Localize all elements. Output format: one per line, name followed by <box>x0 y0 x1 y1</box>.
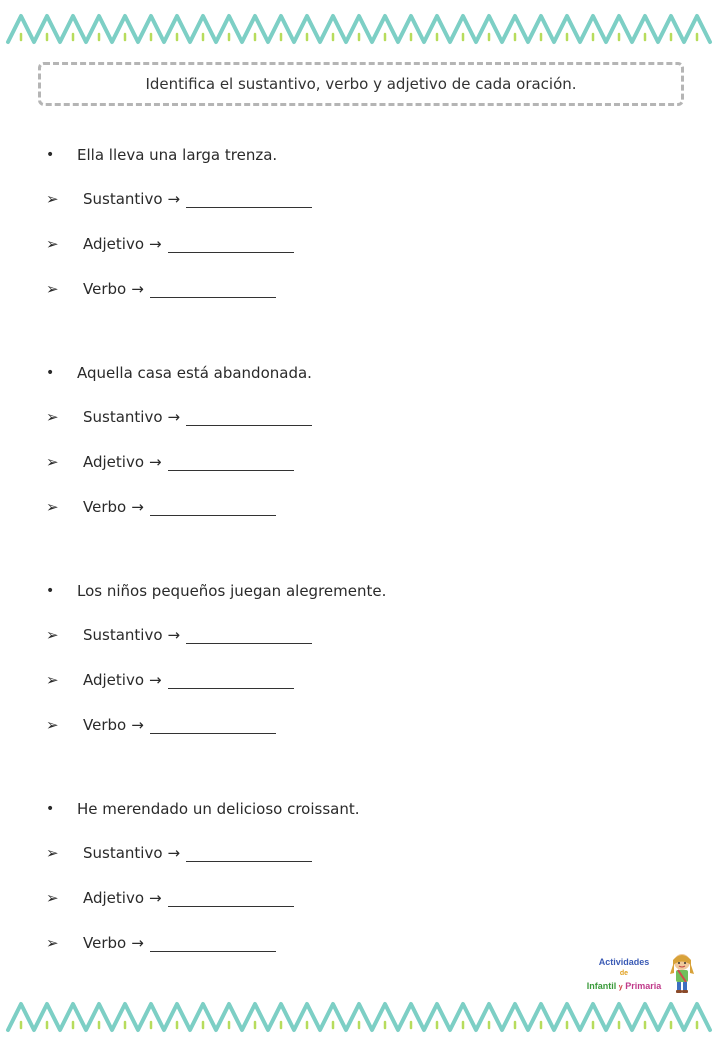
bullet-icon: • <box>46 583 55 599</box>
arrowhead-bullet-icon: ➢ <box>46 844 59 862</box>
answer-row-verbo <box>46 277 276 301</box>
answer-row-sustantivo <box>46 841 312 865</box>
answer-row-sustantivo <box>46 405 312 429</box>
answer-blank-line[interactable] <box>186 627 312 644</box>
answer-label: Verbo <box>83 716 127 734</box>
answer-blank-line[interactable] <box>168 672 294 689</box>
arrowhead-bullet-icon: ➢ <box>46 190 59 208</box>
answer-label: Sustantivo <box>83 844 163 862</box>
publisher-logo <box>574 952 696 996</box>
arrowhead-bullet-icon: ➢ <box>46 498 59 516</box>
right-arrow-icon: → <box>131 716 144 734</box>
right-arrow-icon: → <box>131 280 144 298</box>
right-arrow-icon: → <box>131 498 144 516</box>
decorative-zigzag-border-top <box>0 8 720 58</box>
answer-label: Sustantivo <box>83 408 163 426</box>
right-arrow-icon: → <box>131 934 144 952</box>
answer-blank-line[interactable] <box>150 935 276 952</box>
bullet-icon: • <box>46 147 55 163</box>
sentence-text: He merendado un delicioso croissant. <box>77 800 360 818</box>
logo-word-primaria: Primaria <box>625 981 662 991</box>
answer-blank-line[interactable] <box>168 236 294 253</box>
arrowhead-bullet-icon: ➢ <box>46 671 59 689</box>
answer-row-sustantivo <box>46 187 312 211</box>
right-arrow-icon: → <box>149 235 162 253</box>
instruction-text: Identifica el sustantivo, verbo y adjetivo de cada oración. <box>145 75 577 93</box>
answer-row-verbo <box>46 495 276 519</box>
logo-word-y: y <box>618 984 623 991</box>
answer-row-adjetivo <box>46 668 294 692</box>
right-arrow-icon: → <box>149 889 162 907</box>
sentence-text: Ella lleva una larga trenza. <box>77 146 278 164</box>
answer-blank-line[interactable] <box>150 717 276 734</box>
sentence-text: Aquella casa está abandonada. <box>77 364 312 382</box>
answer-row-adjetivo <box>46 886 294 910</box>
answer-label: Adjetivo <box>83 235 145 253</box>
answer-blank-line[interactable] <box>150 281 276 298</box>
arrowhead-bullet-icon: ➢ <box>46 716 59 734</box>
right-arrow-icon: → <box>149 671 162 689</box>
answer-blank-line[interactable] <box>168 890 294 907</box>
answer-label: Adjetivo <box>83 671 145 689</box>
right-arrow-icon: → <box>167 190 181 208</box>
arrowhead-bullet-icon: ➢ <box>46 280 59 298</box>
answer-blank-line[interactable] <box>150 499 276 516</box>
answer-label: Sustantivo <box>83 190 163 208</box>
answer-row-adjetivo <box>46 232 294 256</box>
right-arrow-icon: → <box>149 453 162 471</box>
arrowhead-bullet-icon: ➢ <box>46 453 59 471</box>
answer-label: Sustantivo <box>83 626 163 644</box>
bullet-icon: • <box>46 365 55 381</box>
answer-blank-line[interactable] <box>186 191 312 208</box>
arrowhead-bullet-icon: ➢ <box>46 934 59 952</box>
sentence-item <box>46 361 312 385</box>
logo-line-actividades: Actividades <box>598 957 650 967</box>
answer-label: Verbo <box>83 498 127 516</box>
logo-text <box>574 956 674 994</box>
decorative-zigzag-border-bottom <box>0 996 720 1046</box>
right-arrow-icon: → <box>167 844 181 862</box>
answer-label: Adjetivo <box>83 453 145 471</box>
arrowhead-bullet-icon: ➢ <box>46 626 59 644</box>
bullet-icon: • <box>46 801 55 817</box>
logo-line-de: de <box>619 970 629 977</box>
girl-mascot-icon <box>668 952 696 994</box>
answer-label: Verbo <box>83 934 127 952</box>
right-arrow-icon: → <box>167 408 181 426</box>
answer-label: Verbo <box>83 280 127 298</box>
answer-blank-line[interactable] <box>186 845 312 862</box>
sentence-text: Los niños pequeños juegan alegremente. <box>77 582 387 600</box>
instruction-box <box>38 62 684 106</box>
arrowhead-bullet-icon: ➢ <box>46 408 59 426</box>
logo-line-infantil-primaria <box>574 980 674 994</box>
answer-label: Adjetivo <box>83 889 145 907</box>
answer-row-adjetivo <box>46 450 294 474</box>
sentence-item <box>46 143 277 167</box>
answer-blank-line[interactable] <box>168 454 294 471</box>
right-arrow-icon: → <box>167 626 181 644</box>
sentence-item <box>46 579 386 603</box>
answer-blank-line[interactable] <box>186 409 312 426</box>
arrowhead-bullet-icon: ➢ <box>46 889 59 907</box>
answer-row-verbo <box>46 713 276 737</box>
answer-row-verbo <box>46 931 276 955</box>
arrowhead-bullet-icon: ➢ <box>46 235 59 253</box>
sentence-item <box>46 797 360 821</box>
logo-word-infantil: Infantil <box>586 981 617 991</box>
answer-row-sustantivo <box>46 623 312 647</box>
